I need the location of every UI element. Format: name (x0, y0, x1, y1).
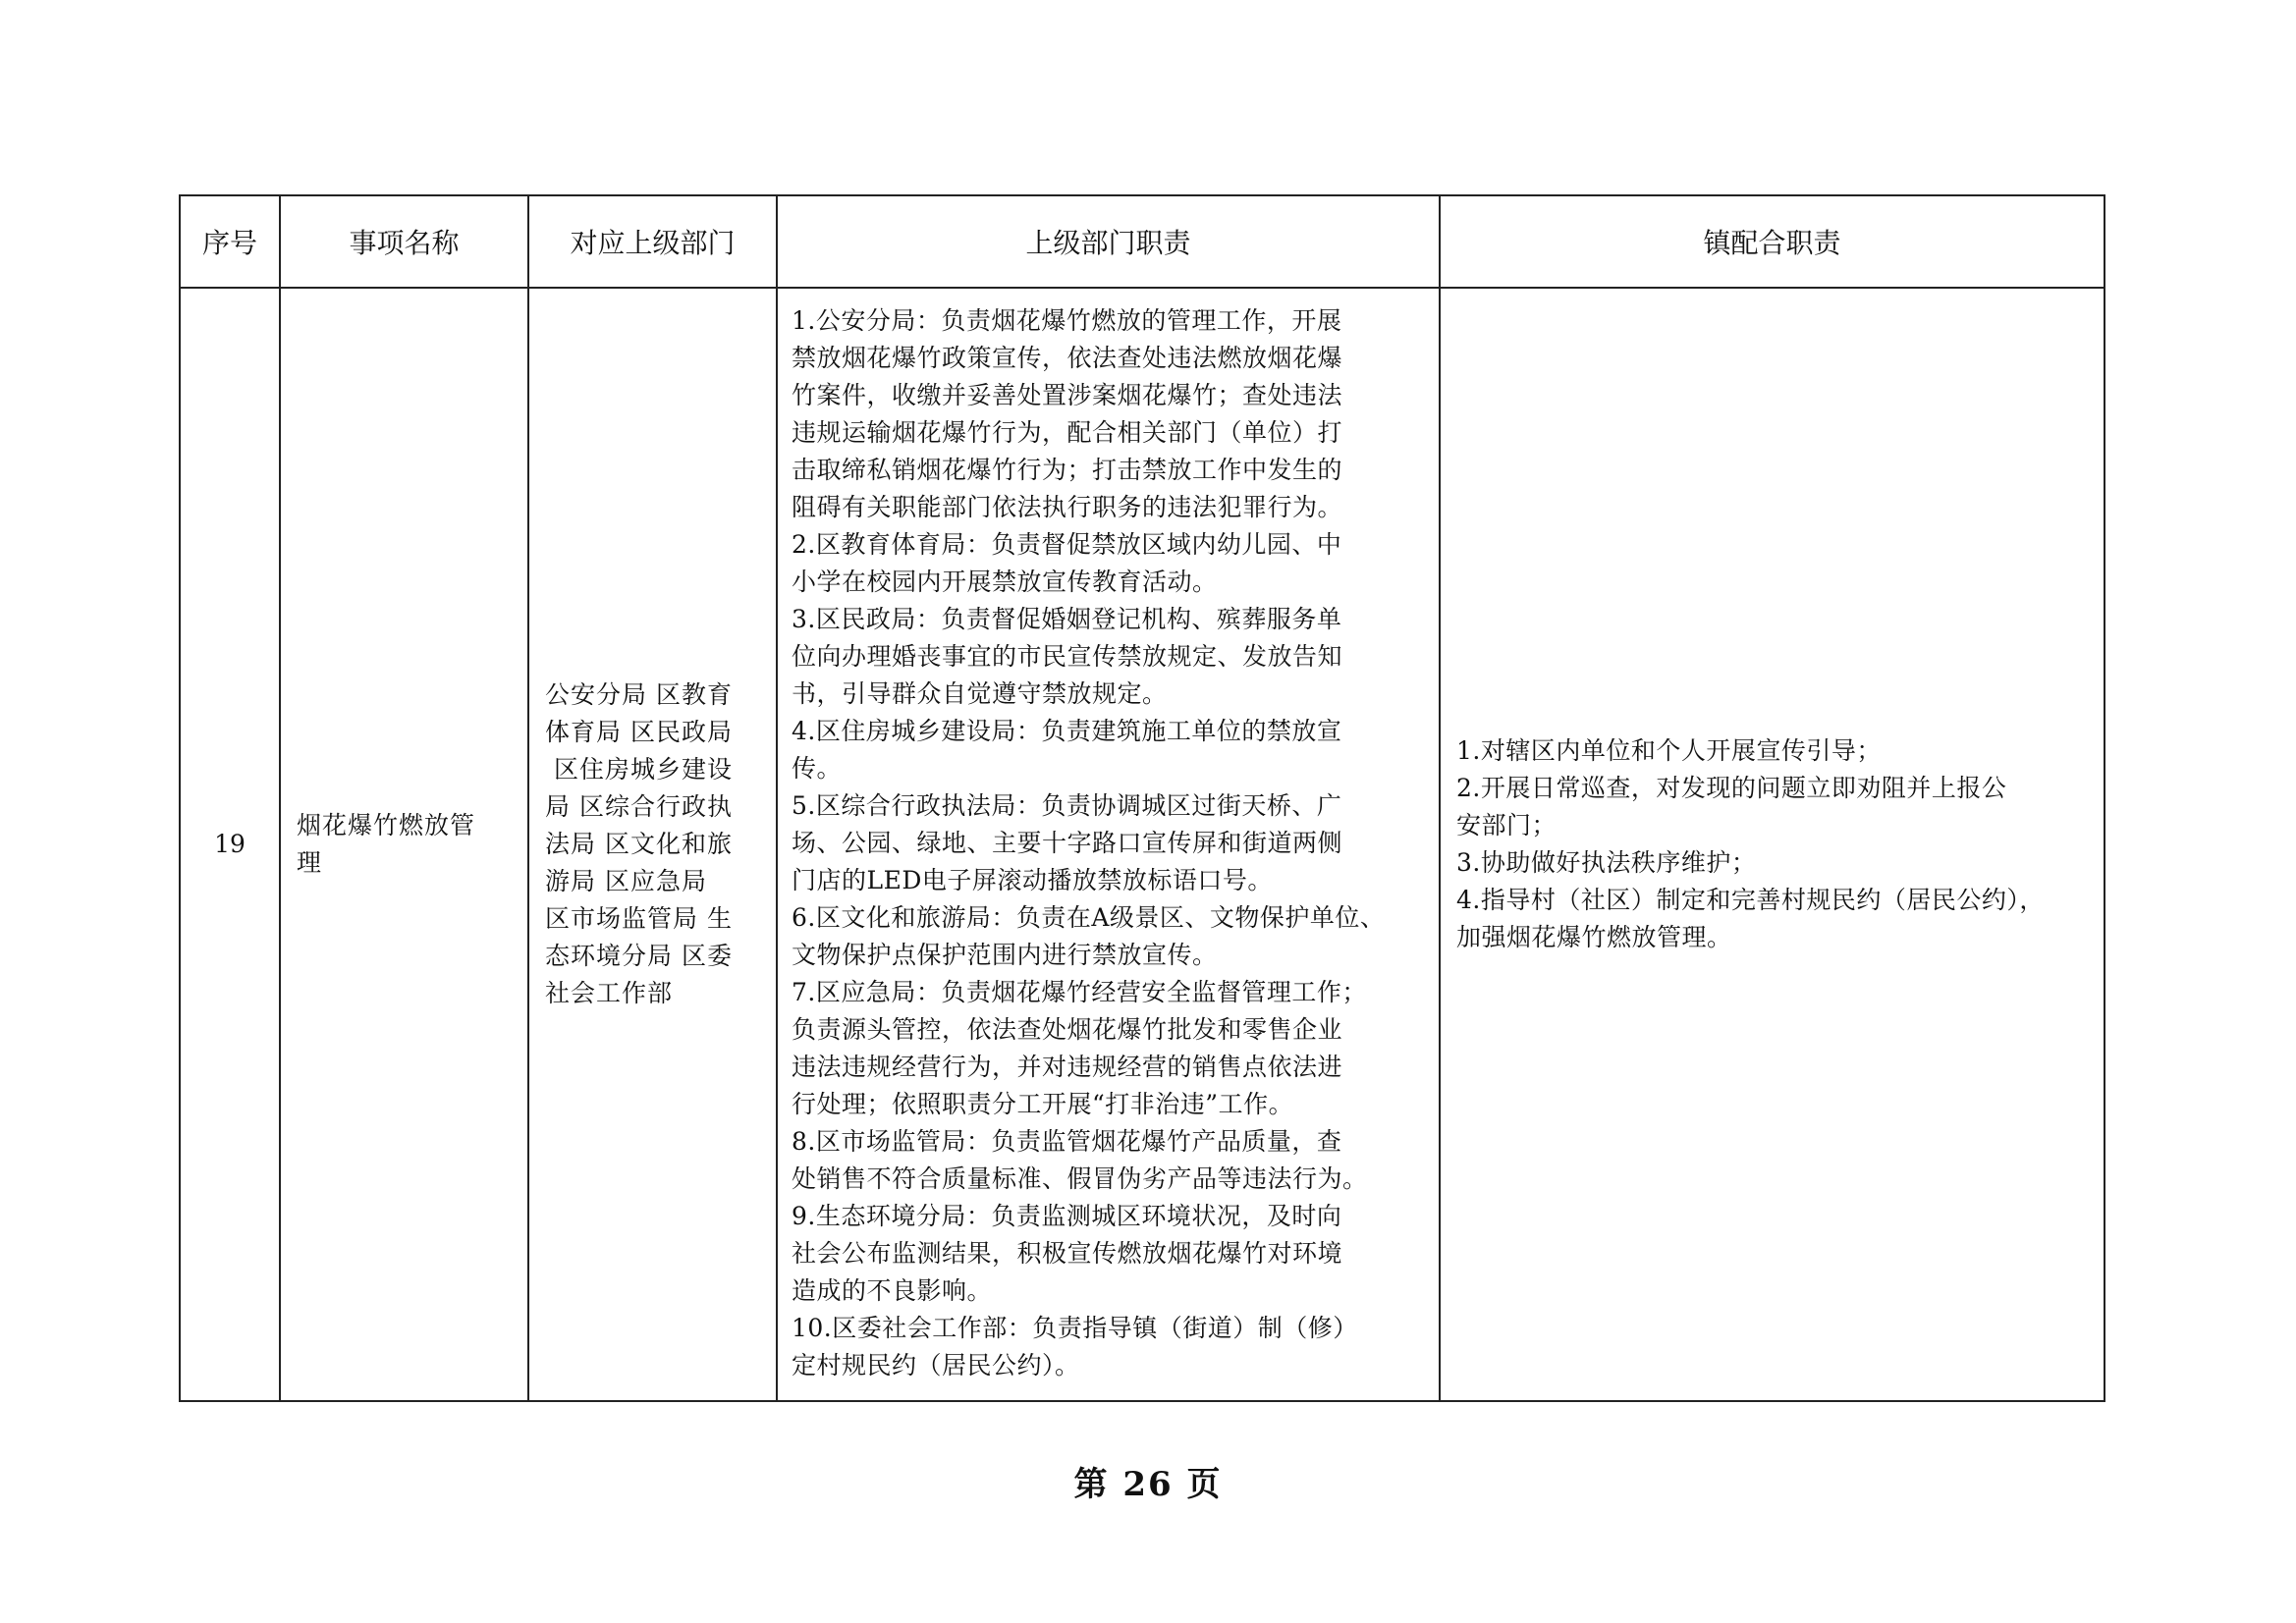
department-line: 社会工作部 (545, 979, 674, 1007)
header-town-duties: 镇配合职责 (1440, 195, 2105, 288)
row-index: 19 (180, 288, 280, 1401)
duty-line: 门店的LED电子屏滚动播放禁放标语口号。 (792, 866, 1273, 894)
item-name-line: 烟花爆竹燃放管 (297, 811, 476, 839)
town-duty-line: 1.对辖区内单位和个人开展宣传引导； (1456, 736, 1882, 765)
duty-line: 8.区市场监管局：负责监管烟花爆竹产品质量，查 (792, 1127, 1342, 1156)
duty-line: 5.区综合行政执法局：负责协调城区过街天桥、广 (792, 791, 1342, 820)
department-line: 区市场监管局 生 (545, 904, 733, 933)
department-line: 游局 区应急局 (545, 867, 707, 895)
duty-line: 处销售不符合质量标准、假冒伪劣产品等违法行为。 (792, 1164, 1368, 1193)
duty-line: 场、公园、绿地、主要十字路口宣传屏和街道两侧 (792, 829, 1343, 857)
duty-line: 传。 (792, 754, 843, 783)
row-item-name (280, 288, 528, 1401)
duty-table (179, 194, 2105, 1402)
duty-line: 9.生态环境分局：负责监测城区环境状况，及时向 (792, 1202, 1342, 1230)
department-line: 法局 区文化和旅 (545, 830, 733, 858)
duty-line: 文物保护点保护范围内进行禁放宣传。 (792, 941, 1218, 969)
page-number: 第 26 页 (1073, 1465, 1223, 1504)
duty-line: 造成的不良影响。 (792, 1276, 993, 1305)
town-duty-line: 安部门； (1456, 811, 1558, 839)
town-duty-line: 2.开展日常巡查，对发现的问题立即劝阻并上报公 (1456, 774, 2007, 802)
duty-line: 社会公布监测结果，积极宣传燃放烟花爆竹对环境 (792, 1239, 1343, 1268)
duty-line: 违规运输烟花爆竹行为，配合相关部门（单位）打 (792, 418, 1343, 447)
duty-line: 违法违规经营行为，并对违规经营的销售点依法进 (792, 1053, 1343, 1081)
duty-line: 位向办理婚丧事宜的市民宣传禁放规定、发放告知 (792, 642, 1343, 671)
table-row (180, 288, 2105, 1401)
duty-line: 小学在校园内开展禁放宣传教育活动。 (792, 568, 1218, 596)
duty-line: 2.区教育体育局：负责督促禁放区域内幼儿园、中 (792, 530, 1342, 559)
town-duty-line: 3.协助做好执法秩序维护； (1456, 848, 1757, 877)
department-line: 公安分局 区教育 (545, 680, 733, 709)
duty-line: 竹案件，收缴并妥善处置涉案烟花爆竹；查处违法 (792, 381, 1343, 409)
row-town-duties (1440, 288, 2105, 1401)
duty-line: 6.区文化和旅游局：负责在A级景区、文物保护单位、 (792, 903, 1386, 932)
department-line: 局 区综合行政执 (545, 792, 733, 821)
item-name-line: 理 (297, 848, 323, 877)
town-duty-line: 加强烟花爆竹燃放管理。 (1456, 923, 1732, 951)
duty-line: 禁放烟花爆竹政策宣传，依法查处违法燃放烟花爆 (792, 344, 1343, 372)
duty-line: 1.公安分局：负责烟花爆竹燃放的管理工作，开展 (792, 306, 1342, 335)
duty-line: 4.区住房城乡建设局：负责建筑施工单位的禁放宣 (792, 717, 1342, 745)
duty-line: 书，引导群众自觉遵守禁放规定。 (792, 679, 1168, 708)
department-line: 区住房城乡建设 (545, 755, 733, 784)
header-superior-duties: 上级部门职责 (777, 195, 1440, 288)
duty-line: 7.区应急局：负责烟花爆竹经营安全监督管理工作； (792, 978, 1367, 1006)
header-index: 序号 (180, 195, 280, 288)
duty-line: 3.区民政局：负责督促婚姻登记机构、殡葬服务单 (792, 605, 1342, 633)
row-superior-duties (777, 288, 1440, 1401)
row-departments (528, 288, 777, 1401)
town-duty-line: 4.指导村（社区）制定和完善村规民约（居民公约）， (1456, 886, 2045, 914)
duty-line: 行处理；依照职责分工开展“打非治违”工作。 (792, 1090, 1294, 1118)
department-line: 体育局 区民政局 (545, 718, 733, 746)
duty-line: 负责源头管控，依法查处烟花爆竹批发和零售企业 (792, 1015, 1343, 1044)
duty-line: 击取缔私销烟花爆竹行为；打击禁放工作中发生的 (792, 456, 1343, 484)
duty-line: 定村规民约（居民公约）。 (792, 1351, 1080, 1380)
department-line: 态环境分局 区委 (545, 942, 733, 970)
duty-line: 10.区委社会工作部：负责指导镇（街道）制（修） (792, 1314, 1358, 1342)
header-item-name: 事项名称 (280, 195, 528, 288)
header-superior-department: 对应上级部门 (528, 195, 777, 288)
table-header-row (180, 195, 2105, 288)
duty-line: 阻碍有关职能部门依法执行职务的违法犯罪行为。 (792, 493, 1343, 521)
